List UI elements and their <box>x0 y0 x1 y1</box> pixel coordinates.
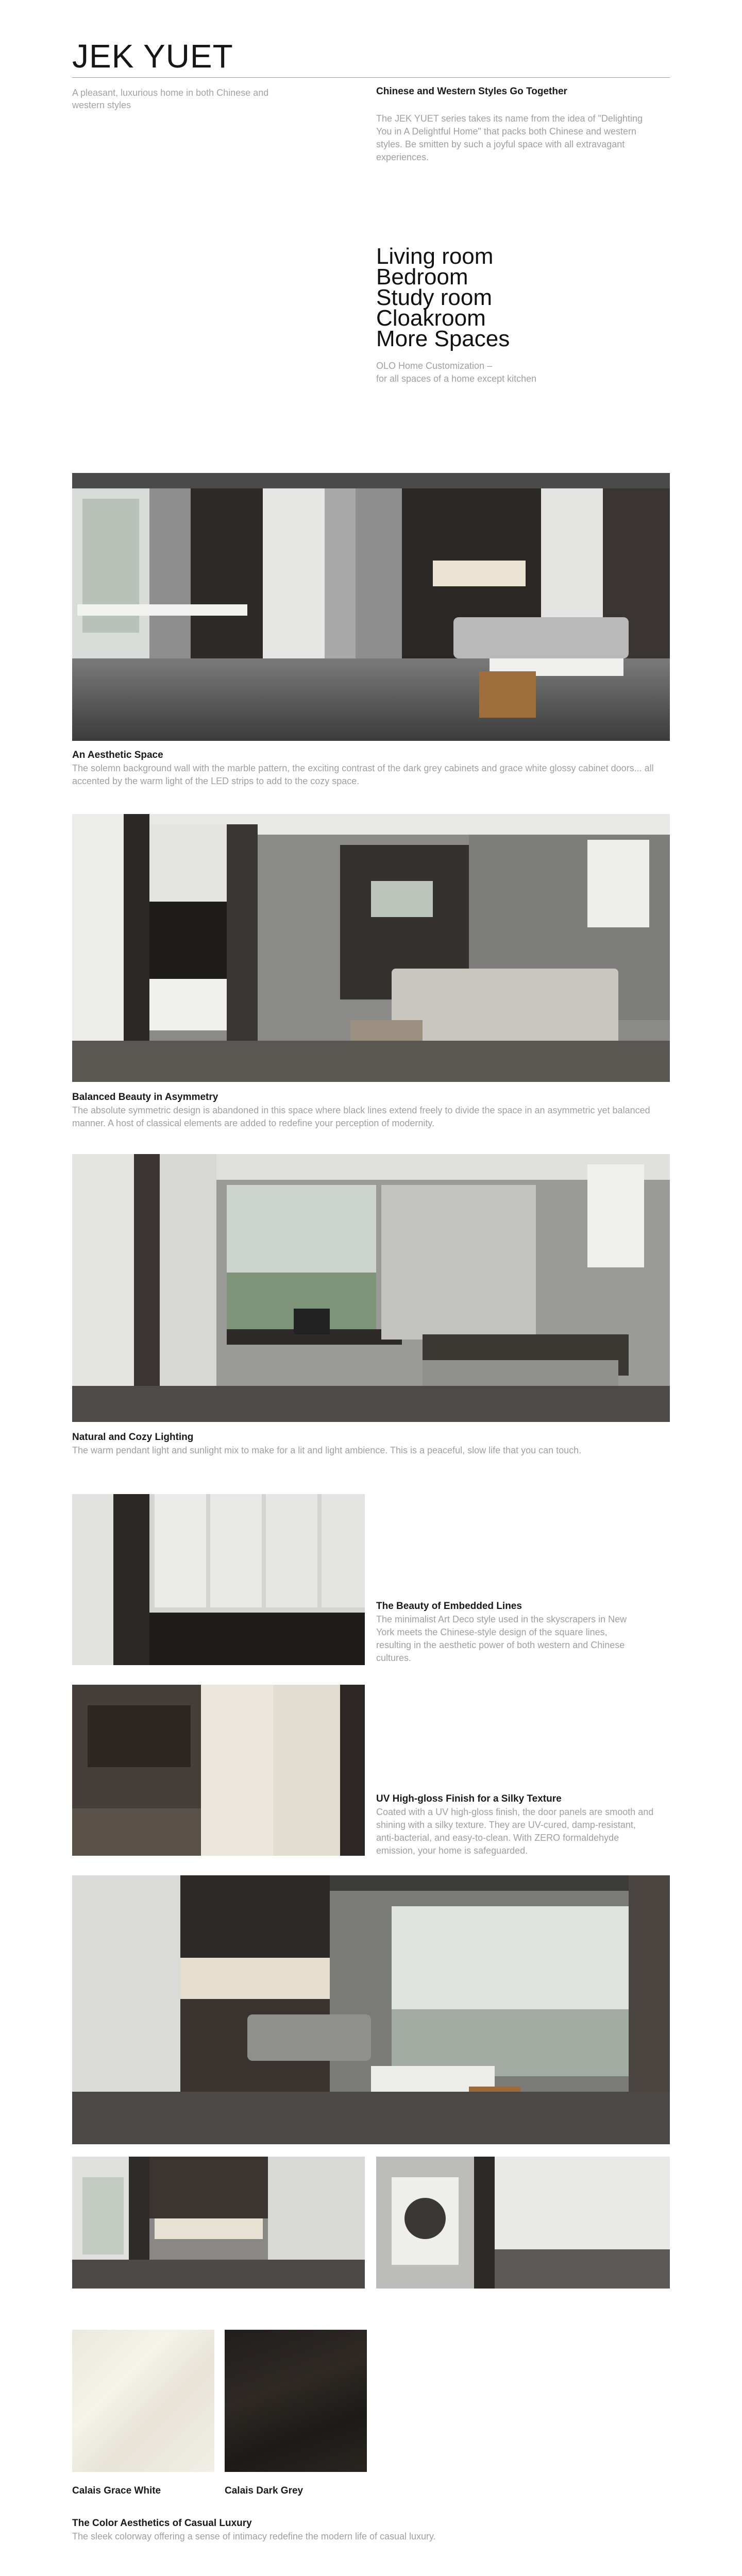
space-item: Bedroom <box>376 264 468 290</box>
intro-body: The JEK YUET series takes its name from the idea of "Delighting You in A Delightful Home" that packs both Chinese and western styles. Be smitten by such a joyful space with all extravagant experiences. <box>376 113 643 162</box>
closing-title: The Color Aesthetics of Casual Luxury <box>72 2518 252 2529</box>
study-room-photo <box>72 1154 670 1422</box>
section-title: Balanced Beauty in Asymmetry <box>72 1092 218 1103</box>
section-body: The solemn background wall with the marble pattern, the exciting contrast of the dark grey cabinets and grace white glossy cabinet doors... all accented by the warm light of the LED strips to add to the cozy space. <box>72 763 654 786</box>
spaces-note-line-2: for all spaces of a home except kitchen <box>376 374 537 384</box>
space-item: Cloakroom <box>376 306 486 331</box>
section-body: The minimalist Art Deco style used in the skyscrapers in New York meets the Chinese-style design of the square lines, resulting in the aesthetic power of both western and Chinese cultures. <box>376 1614 627 1663</box>
section-body: The warm pendant light and sunlight mix to make for a lit and light ambience. This is a peaceful, slow life that you can touch. <box>72 1445 582 1455</box>
cloakroom-corner-photo <box>376 2157 670 2289</box>
embedded-cabinets-photo <box>72 1494 365 1665</box>
calais-grace-white-swatch <box>72 2330 214 2472</box>
section-body: Coated with a UV high-gloss finish, the door panels are smooth and shining with a silky texture. They are UV-cured, damp-resistant, anti-bacterial, and easy-to-clean. With ZERO formaldehyde emission, your home is safeguarded. <box>376 1807 654 1856</box>
section-title: UV High-gloss Finish for a Silky Texture <box>376 1793 562 1804</box>
spaces-note <box>376 360 654 385</box>
closing-body: The sleek colorway offering a sense of intimacy redefine the modern life of casual luxury. <box>72 2531 436 2541</box>
section-title: The Beauty of Embedded Lines <box>376 1601 522 1612</box>
spaces-note-line-1: OLO Home Customization – <box>376 361 493 371</box>
section-body: The absolute symmetric design is abandoned in this space where black lines extend freely to divide the space in an asymmetric yet balanced manner. A host of classical elements are added to redefine your perception of modernity. <box>72 1105 650 1128</box>
header-divider <box>72 77 670 78</box>
calais-dark-grey-swatch <box>225 2330 367 2472</box>
bedroom-photo <box>72 814 670 1082</box>
section-title: Natural and Cozy Lighting <box>72 1432 194 1443</box>
swatch-label: Calais Dark Grey <box>225 2485 303 2496</box>
intro-title: Chinese and Western Styles Go Together <box>376 86 567 97</box>
living-dining-photo <box>72 473 670 741</box>
section-title: An Aesthetic Space <box>72 750 163 760</box>
spaces-list <box>376 246 510 349</box>
high-gloss-door-photo <box>72 1685 365 1856</box>
brand-title: JEK YUET <box>72 38 233 75</box>
space-item: Study room <box>376 285 492 310</box>
space-item: More Spaces <box>376 326 510 351</box>
space-item: Living room <box>376 244 494 269</box>
brand-tagline: A pleasant, luxurious home in both Chinese and western styles <box>72 88 269 110</box>
cloakroom-photo <box>72 2157 365 2289</box>
swatch-label: Calais Grace White <box>72 2485 161 2496</box>
living-room-photo <box>72 1875 670 2144</box>
